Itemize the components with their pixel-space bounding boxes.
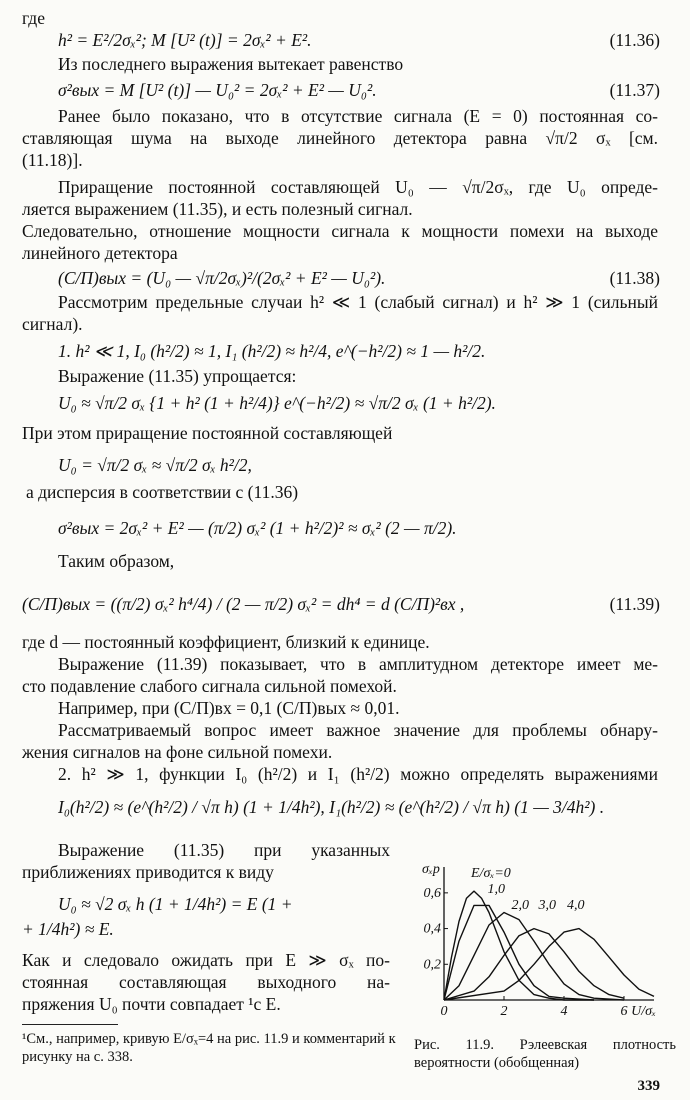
equation: (С/П)вых = (U₀ — √π/2σₓ)²/(2σₓ² + E² — U₀²). <box>58 268 386 288</box>
series-label: 2,0 <box>511 897 529 913</box>
x-tick-label: 0 <box>440 1004 448 1018</box>
series-label: E/σₓ=0 <box>471 865 511 881</box>
text-line: жения сигналов на фоне сильной помехи. <box>22 742 333 762</box>
y-tick-label: 0,4 <box>423 921 441 937</box>
equation: + 1/4h²) ≈ E. <box>22 919 114 939</box>
text-line: а дисперсия в соответствии с (11.36) <box>26 482 299 502</box>
text-line: сто подавление слабого сигнала сильной помехой. <box>22 676 397 696</box>
text-line: Как и следовало ожидать при E ≫ σₓ по- <box>22 950 390 970</box>
y-tick-label: 0,6 <box>423 885 441 901</box>
text-line: При этом приращение постоянной составляющей <box>22 423 393 443</box>
text-line: Рассматриваемый вопрос имеет важное значение для проблемы обнару- <box>58 720 658 740</box>
x-tick-label: 6 <box>620 1004 628 1018</box>
y-tick-label: 0,2 <box>423 957 441 973</box>
text-line: Выражение (11.39) показывает, что в амплитудном детекторе имеет ме- <box>58 654 658 674</box>
equation: U₀ ≈ √2 σₓ h (1 + 1/4h²) = E (1 + <box>58 894 293 914</box>
x-axis-label: U/σₓ <box>631 1004 656 1018</box>
figure-caption: Рис. 11.9. Рэлеевская плотность вероятности (обобщенная) <box>414 1037 676 1071</box>
x-tick-label: 4 <box>560 1004 568 1018</box>
text-line: Ранее было показано, что в отсутствие сигнала (E = 0) постоянная со- <box>58 106 658 126</box>
equation: (С/П)вых = ((π/2) σₓ² h⁴/4) / (2 — π/2) σₓ² = dh⁴ = d (С/П)²вх , <box>22 594 465 614</box>
rayleigh-density-chart <box>418 850 680 1018</box>
equation: h² = E²/2σₓ²; M [U² (t)] = 2σₓ² + E². <box>58 30 312 50</box>
equation-number: (11.36) <box>609 30 660 50</box>
text-line: где <box>22 8 45 28</box>
text-line: ляется выражением (11.35), и есть полезный сигнал. <box>22 199 413 219</box>
footnote: ¹См., например, кривую E/σₓ=4 на рис. 11.9 и комментарий к рисунку на с. 338. <box>22 1031 396 1065</box>
equation: U₀ ≈ √π/2 σₓ {1 + h² (1 + h²/4)} e^(−h²/2) ≈ √π/2 σₓ (1 + h²/2). <box>58 393 496 413</box>
text-line: где d — постоянный коэффициент, близкий к единице. <box>22 632 430 652</box>
text-line: Следовательно, отношение мощности сигнала к мощности помехи на выходе <box>22 221 658 241</box>
series-label: 4,0 <box>567 897 585 913</box>
footnote-rule <box>22 1024 118 1025</box>
equation: 1. h² ≪ 1, I₀ (h²/2) ≈ 1, I₁ (h²/2) ≈ h²/4, e^(−h²/2) ≈ 1 — h²/2. <box>58 341 486 361</box>
series-label: 3,0 <box>538 897 556 913</box>
text-line: линейного детектора <box>22 243 178 263</box>
equation: U₀ = √π/2 σₓ ≈ √π/2 σₓ h²/2, <box>58 455 252 475</box>
series-label: 1,0 <box>487 881 505 897</box>
y-axis-label: σₓp <box>422 862 440 877</box>
chart-labels <box>422 862 656 1018</box>
text-line: сигнал). <box>22 314 83 334</box>
text-line: Выражение (11.35) при указанных <box>58 840 390 860</box>
text-line: 2. h² ≫ 1, функции I₀ (h²/2) и I₁ (h²/2) можно определять выражениями <box>58 764 658 784</box>
x-tick-label: 2 <box>500 1004 508 1018</box>
equation: σ²вых = 2σₓ² + E² — (π/2) σₓ² (1 + h²/2)² ≈ σₓ² (2 — π/2). <box>58 518 457 538</box>
equation-number: (11.38) <box>609 268 660 288</box>
equation-number: (11.39) <box>609 594 660 614</box>
text-line: приближениях приводится к виду <box>22 862 274 882</box>
text-line: Выражение (11.35) упрощается: <box>58 366 297 386</box>
text-line: Например, при (С/П)вх = 0,1 (С/П)вых ≈ 0,01. <box>58 698 400 718</box>
text-line: пряжения U₀ почти совпадает ¹с E. <box>22 994 281 1014</box>
equation-number: (11.37) <box>609 80 660 100</box>
text-line: Таким образом, <box>58 551 175 571</box>
equation: σ²вых = M [U² (t)] — U₀² = 2σₓ² + E² — U₀². <box>58 80 377 100</box>
page-number: 339 <box>637 1078 660 1094</box>
text-line: стоянная составляющая выходного на- <box>22 972 390 992</box>
equation: I₀(h²/2) ≈ (e^(h²/2) / √π h) (1 + 1/4h²), I₁(h²/2) ≈ (e^(h²/2) / √π h) (1 — 3/4h²) . <box>58 797 605 817</box>
text-line: Из последнего выражения вытекает равенство <box>58 54 404 74</box>
text-line: ставляющая шума на выходе линейного детектора равна √π/2 σₓ [см. <box>22 128 658 148</box>
text-line: Рассмотрим предельные случаи h² ≪ 1 (слабый сигнал) и h² ≫ 1 (сильный <box>58 292 658 312</box>
text-line: Приращение постоянной составляющей U₀ — √π/2σₓ, где U₀ опреде- <box>58 177 658 197</box>
text-line: (11.18)]. <box>22 150 83 170</box>
